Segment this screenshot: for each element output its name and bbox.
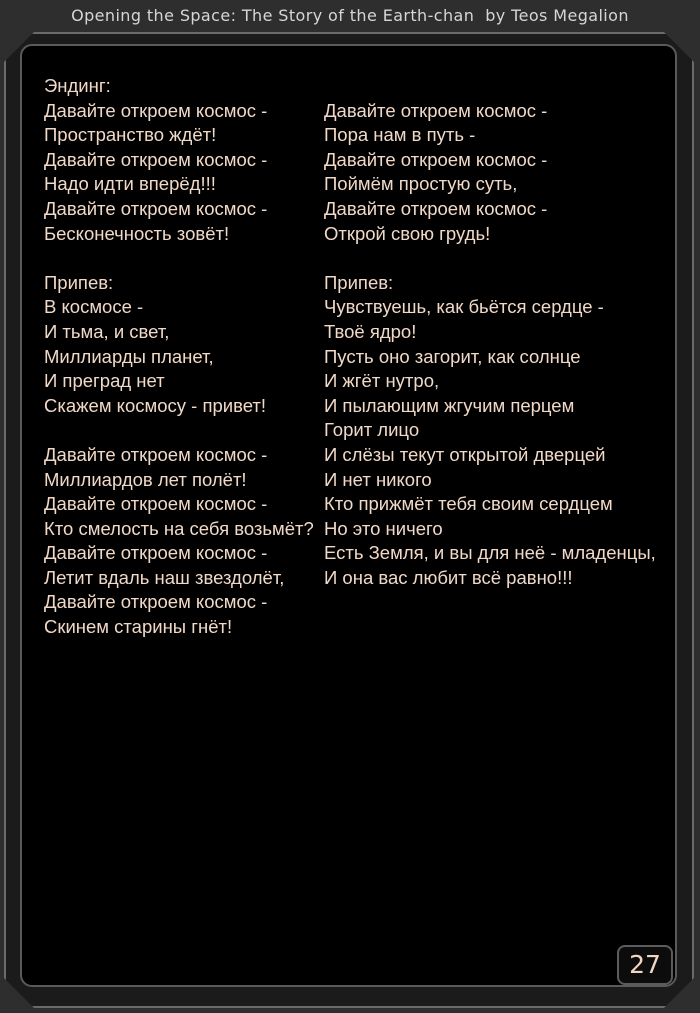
lyric-line: Твоё ядро!: [324, 320, 417, 342]
lyric-line: Надо идти вперёд!!!: [44, 173, 216, 195]
lyric-line: Давайте откроем космос -: [44, 443, 268, 465]
stanza-gap: [324, 246, 656, 271]
lyric-line: Давайте откроем космос -: [324, 197, 548, 219]
lyric-line: И слёзы текут открытой дверцей: [324, 443, 606, 465]
lyric-line: Пусть оно загорит, как солнце: [324, 345, 581, 367]
lyric-line: Давайте откроем космос -: [324, 148, 548, 170]
lyric-line: Поймём простую суть,: [324, 173, 518, 195]
lyric-line: Давайте откроем космос -: [44, 148, 268, 170]
lyric-line: Давайте откроем космос -: [44, 493, 268, 515]
lyric-line: Давайте откроем космос -: [44, 99, 268, 121]
lyric-line: Чувствуешь, как бьётся сердце -: [324, 296, 604, 318]
stanza-gap: [44, 418, 314, 443]
chorus-heading: Припев:: [44, 271, 114, 293]
lyric-line: Давайте откроем космос -: [324, 99, 548, 121]
lyric-line: Миллиардов лет полёт!: [44, 468, 247, 490]
lyric-line: И она вас любит всё равно!!!: [324, 566, 573, 588]
lyric-line: И жгёт нутро,: [324, 370, 440, 392]
chorus-heading: Припев:: [324, 271, 394, 293]
lyric-line: Пора нам в путь -: [324, 124, 476, 146]
lyric-line: Открой свою грудь!: [324, 222, 491, 244]
lyric-line: Летит вдаль наш звездолёт,: [44, 566, 285, 588]
lyric-line: Но это ничего: [324, 517, 443, 539]
lyric-line: Скинем старины гнёт!: [44, 616, 233, 638]
lyric-line: И преград нет: [44, 370, 165, 392]
lyric-line: Пространство ждёт!: [44, 124, 217, 146]
ending-heading: Эндинг:: [44, 75, 111, 96]
lyric-line: Давайте откроем космос -: [44, 197, 268, 219]
lyric-line: Давайте откроем космос -: [44, 542, 268, 564]
lyrics-left-column: [44, 74, 314, 640]
lyric-line: И пылающим жгучим перцем: [324, 394, 575, 416]
lyric-line: Горит лицо: [324, 419, 420, 441]
lyrics-right-column: [324, 74, 656, 590]
page-number: 27: [617, 945, 673, 985]
lyric-line: Бесконечность зовёт!: [44, 222, 230, 244]
lyric-line: Скажем космосу - привет!: [44, 394, 267, 416]
lyric-line: Миллиарды планет,: [44, 345, 214, 367]
heading-gap: [324, 74, 656, 99]
lyric-line: В космосе -: [44, 296, 144, 318]
lyric-line: Кто прижмёт тебя своим сердцем: [324, 493, 613, 515]
page-header-title: Opening the Space: The Story of the Earth-chan by Teos Megalion: [71, 6, 629, 25]
lyric-line: Кто смелость на себя возьмёт?: [44, 517, 314, 539]
lyric-line: И тьма, и свет,: [44, 320, 170, 342]
stanza-gap: [44, 246, 314, 271]
lyric-line: Есть Земля, и вы для неё - младенцы,: [324, 542, 656, 564]
lyric-line: И нет никого: [324, 468, 432, 490]
lyric-line: Давайте откроем космос -: [44, 591, 268, 613]
